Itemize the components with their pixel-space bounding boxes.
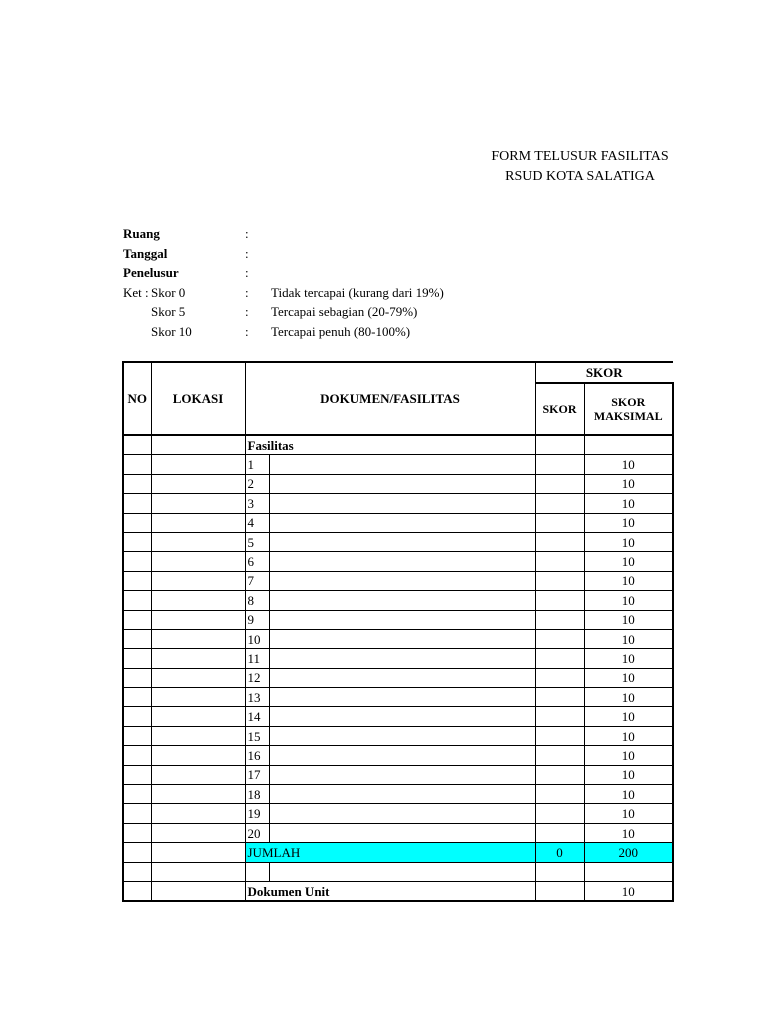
cell-lokasi bbox=[151, 668, 245, 687]
cell-no bbox=[123, 668, 151, 687]
item-max-score: 10 bbox=[584, 785, 673, 804]
ket-label: Ket : bbox=[123, 284, 149, 300]
cell-lokasi bbox=[151, 765, 245, 784]
skor-desc: Tercapai sebagian (20-79%) bbox=[271, 304, 418, 319]
cell-no bbox=[123, 629, 151, 648]
item-max-score: 10 bbox=[584, 765, 673, 784]
cell-skor bbox=[535, 726, 584, 745]
cell-no bbox=[123, 785, 151, 804]
info-row-skor-10 bbox=[123, 324, 683, 344]
header-skor: SKOR bbox=[535, 383, 584, 435]
cell-lokasi bbox=[151, 474, 245, 493]
cell-lokasi bbox=[151, 862, 245, 881]
item-description bbox=[269, 610, 535, 629]
item-number: 14 bbox=[245, 707, 269, 726]
cell-skor bbox=[535, 591, 584, 610]
jumlah-max: 200 bbox=[584, 843, 673, 862]
item-description bbox=[269, 552, 535, 571]
cell-skor bbox=[535, 571, 584, 590]
dokumen-unit-row bbox=[123, 881, 673, 901]
table-row bbox=[123, 532, 673, 551]
item-max-score: 10 bbox=[584, 571, 673, 590]
item-number: 6 bbox=[245, 552, 269, 571]
item-description bbox=[269, 668, 535, 687]
info-row-skor-5 bbox=[123, 304, 683, 324]
item-description bbox=[269, 823, 535, 842]
item-max-score: 10 bbox=[584, 823, 673, 842]
skor-desc: Tidak tercapai (kurang dari 19%) bbox=[271, 284, 444, 300]
jumlah-skor: 0 bbox=[535, 843, 584, 862]
item-description bbox=[269, 513, 535, 532]
item-max-score: 10 bbox=[584, 688, 673, 707]
table-row bbox=[123, 513, 673, 532]
table-row bbox=[123, 668, 673, 687]
section-label-dokumen-unit: Dokumen Unit bbox=[245, 881, 535, 901]
item-description bbox=[269, 455, 535, 474]
cell-lokasi bbox=[151, 746, 245, 765]
cell-no bbox=[123, 591, 151, 610]
cell-no bbox=[123, 552, 151, 571]
cell-no bbox=[123, 765, 151, 784]
penelusur-colon: : bbox=[245, 265, 249, 280]
table-row bbox=[123, 785, 673, 804]
cell-no bbox=[123, 746, 151, 765]
penelusur-label: Penelusur bbox=[123, 265, 179, 280]
item-max-score: 10 bbox=[584, 532, 673, 551]
cell-skor bbox=[535, 610, 584, 629]
cell-lokasi bbox=[151, 804, 245, 823]
table-row bbox=[123, 591, 673, 610]
cell-skor bbox=[535, 746, 584, 765]
item-description bbox=[269, 494, 535, 513]
cell-skor bbox=[535, 765, 584, 784]
cell-skor bbox=[535, 862, 584, 881]
item-number: 1 bbox=[245, 455, 269, 474]
cell-lokasi bbox=[151, 881, 245, 901]
table-row bbox=[123, 494, 673, 513]
header-skor-maksimal-line2: MAKSIMAL bbox=[593, 409, 663, 423]
skor-label: Skor 0 bbox=[151, 284, 186, 300]
table-row bbox=[123, 649, 673, 668]
cell-lokasi bbox=[151, 707, 245, 726]
cell-lokasi bbox=[151, 513, 245, 532]
cell-skor-maksimal bbox=[584, 862, 673, 881]
cell-no bbox=[123, 843, 151, 862]
facility-table bbox=[122, 361, 674, 902]
table-row bbox=[123, 610, 673, 629]
cell-skor bbox=[535, 532, 584, 551]
jumlah-row bbox=[123, 843, 673, 862]
item-description bbox=[269, 591, 535, 610]
item-max-score: 10 bbox=[584, 649, 673, 668]
cell-no bbox=[123, 881, 151, 901]
cell-lokasi bbox=[151, 785, 245, 804]
cell-no bbox=[123, 726, 151, 745]
cell-no bbox=[123, 513, 151, 532]
cell-lokasi bbox=[151, 629, 245, 648]
cell-no bbox=[123, 532, 151, 551]
item-number: 5 bbox=[245, 532, 269, 551]
item-number: 19 bbox=[245, 804, 269, 823]
item-max-score: 10 bbox=[584, 552, 673, 571]
cell-skor-maksimal bbox=[584, 435, 673, 455]
cell-lokasi bbox=[151, 591, 245, 610]
item-description bbox=[269, 571, 535, 590]
section-row-fasilitas bbox=[123, 435, 673, 455]
cell-skor bbox=[535, 804, 584, 823]
cell-skor bbox=[535, 513, 584, 532]
cell-skor bbox=[535, 494, 584, 513]
cell-lokasi bbox=[151, 435, 245, 455]
cell-no bbox=[123, 455, 151, 474]
cell-lokasi bbox=[151, 649, 245, 668]
header-skor-group: SKOR bbox=[535, 362, 673, 383]
cell-no bbox=[123, 435, 151, 455]
cell-no bbox=[123, 474, 151, 493]
item-number: 7 bbox=[245, 571, 269, 590]
item-number: 13 bbox=[245, 688, 269, 707]
table-row bbox=[123, 746, 673, 765]
item-description bbox=[269, 532, 535, 551]
item-number: 18 bbox=[245, 785, 269, 804]
table-row bbox=[123, 629, 673, 648]
cell-no bbox=[123, 649, 151, 668]
item-description bbox=[269, 629, 535, 648]
table-row bbox=[123, 474, 673, 493]
item-description bbox=[269, 785, 535, 804]
skor-desc: Tercapai penuh (80-100%) bbox=[271, 323, 411, 339]
skor-label: Skor 10 bbox=[151, 323, 192, 339]
item-max-score: 10 bbox=[584, 591, 673, 610]
cell-no bbox=[123, 688, 151, 707]
item-number: 9 bbox=[245, 610, 269, 629]
table-row bbox=[123, 571, 673, 590]
item-number: 10 bbox=[245, 629, 269, 648]
table-row bbox=[123, 804, 673, 823]
cell-no bbox=[123, 494, 151, 513]
item-max-score: 10 bbox=[584, 668, 673, 687]
hospital-name: RSUD KOTA SALATIGA bbox=[505, 169, 655, 184]
skor-colon: : bbox=[245, 323, 249, 339]
cell-lokasi bbox=[151, 688, 245, 707]
item-description bbox=[269, 474, 535, 493]
cell-no bbox=[123, 707, 151, 726]
cell-skor bbox=[535, 881, 584, 901]
item-number: 11 bbox=[245, 649, 269, 668]
cell-lokasi bbox=[151, 843, 245, 862]
cell-number bbox=[245, 862, 269, 881]
table-row bbox=[123, 552, 673, 571]
item-max-score: 10 bbox=[584, 513, 673, 532]
cell-lokasi bbox=[151, 552, 245, 571]
cell-lokasi bbox=[151, 610, 245, 629]
item-max-score: 10 bbox=[584, 746, 673, 765]
item-description bbox=[269, 765, 535, 784]
cell-no bbox=[123, 610, 151, 629]
info-row-skor-0 bbox=[123, 285, 683, 305]
info-row-tanggal bbox=[123, 246, 683, 266]
cell-no bbox=[123, 823, 151, 842]
table-row bbox=[123, 726, 673, 745]
cell-skor bbox=[535, 688, 584, 707]
cell-lokasi bbox=[151, 571, 245, 590]
header-skor-maksimal bbox=[584, 383, 673, 435]
dokumen-unit-max: 10 bbox=[584, 881, 673, 901]
item-description bbox=[269, 726, 535, 745]
form-title: FORM TELUSUR FASILITAS bbox=[491, 149, 669, 164]
table-row bbox=[123, 707, 673, 726]
cell-no bbox=[123, 571, 151, 590]
cell-skor bbox=[535, 629, 584, 648]
cell-skor bbox=[535, 668, 584, 687]
ruang-label: Ruang bbox=[123, 226, 160, 241]
cell-skor bbox=[535, 474, 584, 493]
item-max-score: 10 bbox=[584, 494, 673, 513]
item-number: 15 bbox=[245, 726, 269, 745]
table-row bbox=[123, 823, 673, 842]
item-description bbox=[269, 746, 535, 765]
skor-label: Skor 5 bbox=[151, 304, 186, 319]
item-description bbox=[269, 649, 535, 668]
cell-skor bbox=[535, 707, 584, 726]
blank-row bbox=[123, 862, 673, 881]
item-number: 20 bbox=[245, 823, 269, 842]
cell-skor bbox=[535, 455, 584, 474]
item-number: 2 bbox=[245, 474, 269, 493]
skor-colon: : bbox=[245, 284, 249, 300]
header-dokumen: DOKUMEN/FASILITAS bbox=[245, 362, 535, 435]
cell-no bbox=[123, 804, 151, 823]
item-number: 8 bbox=[245, 591, 269, 610]
cell-no bbox=[123, 862, 151, 881]
cell-lokasi bbox=[151, 823, 245, 842]
item-number: 17 bbox=[245, 765, 269, 784]
cell-description bbox=[269, 862, 535, 881]
table-row bbox=[123, 765, 673, 784]
table-row bbox=[123, 688, 673, 707]
tanggal-colon: : bbox=[245, 245, 249, 261]
item-max-score: 10 bbox=[584, 804, 673, 823]
item-max-score: 10 bbox=[584, 455, 673, 474]
cell-lokasi bbox=[151, 532, 245, 551]
cell-skor bbox=[535, 552, 584, 571]
cell-skor bbox=[535, 785, 584, 804]
ruang-colon: : bbox=[245, 226, 249, 241]
item-number: 3 bbox=[245, 494, 269, 513]
item-description bbox=[269, 688, 535, 707]
item-number: 12 bbox=[245, 668, 269, 687]
cell-skor bbox=[535, 823, 584, 842]
info-row-ruang bbox=[123, 226, 683, 246]
info-row-penelusur bbox=[123, 265, 683, 285]
item-number: 4 bbox=[245, 513, 269, 532]
cell-lokasi bbox=[151, 494, 245, 513]
item-description bbox=[269, 804, 535, 823]
item-description bbox=[269, 707, 535, 726]
form-info bbox=[123, 226, 683, 343]
item-max-score: 10 bbox=[584, 610, 673, 629]
item-number: 16 bbox=[245, 746, 269, 765]
cell-skor bbox=[535, 435, 584, 455]
cell-lokasi bbox=[151, 726, 245, 745]
item-max-score: 10 bbox=[584, 629, 673, 648]
header-skor-maksimal-line1: SKOR bbox=[611, 395, 646, 409]
header-no: NO bbox=[123, 362, 151, 435]
skor-colon: : bbox=[245, 304, 249, 319]
jumlah-label: JUMLAH bbox=[245, 843, 535, 862]
item-max-score: 10 bbox=[584, 707, 673, 726]
section-label-fasilitas: Fasilitas bbox=[245, 435, 535, 455]
table-row bbox=[123, 455, 673, 474]
cell-skor bbox=[535, 649, 584, 668]
tanggal-label: Tanggal bbox=[123, 245, 168, 261]
header-lokasi: LOKASI bbox=[151, 362, 245, 435]
cell-lokasi bbox=[151, 455, 245, 474]
item-max-score: 10 bbox=[584, 474, 673, 493]
item-max-score: 10 bbox=[584, 726, 673, 745]
